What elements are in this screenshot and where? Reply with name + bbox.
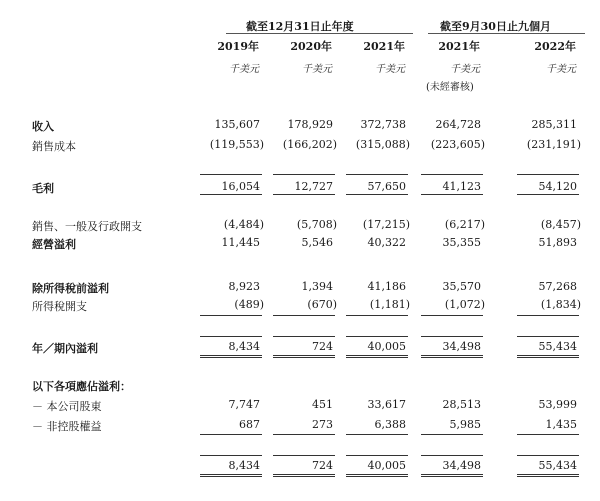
table-cell: (166,202) (282, 138, 337, 151)
rule-below-gross-profit (200, 194, 262, 195)
table-cell: (8,457) (540, 218, 581, 231)
table-cell: (5,708) (296, 218, 337, 231)
rule-above-gross-profit (346, 174, 408, 175)
table-cell: 34,498 (442, 459, 481, 472)
rule-above-gross-profit (517, 174, 579, 175)
rule-above-net-profit (421, 336, 483, 337)
row-label: 銷售成本 (32, 140, 76, 153)
table-cell: 451 (312, 398, 333, 411)
rule-above-gross-profit (421, 174, 483, 175)
table-cell: (315,088) (355, 138, 410, 151)
unit-label-5: 千美元 (546, 64, 576, 75)
table-cell: 135,607 (214, 118, 260, 131)
year-header-1: 2019年 (217, 40, 259, 53)
unit-label-1: 千美元 (229, 64, 259, 75)
rule-below-net-profit-2 (200, 357, 262, 358)
table-cell: 16,054 (221, 180, 260, 193)
table-cell: 8,434 (228, 340, 260, 353)
rule-below-tax (200, 315, 262, 316)
rule-below-nci (346, 434, 408, 435)
table-cell: 41,186 (367, 280, 406, 293)
rule-below-total-2 (421, 476, 483, 477)
table-cell: (670) (307, 298, 337, 311)
table-cell: (6,217) (444, 218, 485, 231)
table-cell: 57,268 (538, 280, 577, 293)
table-cell: 273 (312, 418, 333, 431)
rule-below-nci (517, 434, 579, 435)
rule-below-total-1 (346, 474, 408, 475)
rule-below-total-1 (517, 474, 579, 475)
table-cell: 57,650 (367, 180, 406, 193)
table-cell: 40,005 (367, 459, 406, 472)
table-cell: 55,434 (538, 459, 577, 472)
table-cell: (1,834) (540, 298, 581, 311)
table-cell: 6,388 (374, 418, 406, 431)
row-label: 所得稅開支 (32, 300, 87, 313)
header-group-nine-months: 截至9月30日止九個月 (440, 20, 551, 33)
table-cell: 8,434 (228, 459, 260, 472)
rule-below-net-profit-2 (421, 357, 483, 358)
rule-above-total (346, 455, 408, 456)
table-cell: 33,617 (367, 398, 406, 411)
rule-below-total-1 (273, 474, 335, 475)
rule-below-gross-profit (346, 194, 408, 195)
rule-above-total (200, 455, 262, 456)
table-cell: 11,445 (221, 236, 260, 249)
rule-below-net-profit-2 (517, 357, 579, 358)
table-cell: 7,747 (228, 398, 260, 411)
year-header-5: 2022年 (534, 40, 576, 53)
rule-below-total-2 (346, 476, 408, 477)
table-cell: 5,985 (449, 418, 481, 431)
table-cell: (119,553) (209, 138, 264, 151)
rule-above-net-profit (200, 336, 262, 337)
table-cell: 40,322 (367, 236, 406, 249)
table-cell: 28,513 (442, 398, 481, 411)
table-cell: (223,605) (430, 138, 485, 151)
table-cell: 34,498 (442, 340, 481, 353)
year-header-4: 2021年 (438, 40, 480, 53)
table-cell: 12,727 (294, 180, 333, 193)
rule-below-nci (421, 434, 483, 435)
year-header-3: 2021年 (363, 40, 405, 53)
table-cell: 285,311 (531, 118, 577, 131)
table-cell: 51,893 (538, 236, 577, 249)
rule-below-tax (517, 315, 579, 316)
header-group-fiscal-year: 截至12月31日止年度 (246, 20, 354, 33)
row-label: 經營溢利 (32, 238, 76, 251)
table-cell: 54,120 (538, 180, 577, 193)
year-header-2: 2020年 (290, 40, 332, 53)
unaudited-note: (未經審核) (426, 82, 474, 93)
unit-label-2: 千美元 (302, 64, 332, 75)
rule-below-total-2 (517, 476, 579, 477)
table-cell: 724 (312, 340, 333, 353)
row-label: 收入 (32, 120, 54, 133)
unit-label-3: 千美元 (375, 64, 405, 75)
table-cell: (17,215) (362, 218, 410, 231)
rule-below-tax (273, 315, 335, 316)
rule-below-total-2 (273, 476, 335, 477)
rule-above-net-profit (517, 336, 579, 337)
rule-below-net-profit-1 (517, 355, 579, 356)
table-cell: (1,072) (444, 298, 485, 311)
rule-above-total (273, 455, 335, 456)
table-cell: 35,570 (442, 280, 481, 293)
rule-below-tax (421, 315, 483, 316)
table-cell: 1,394 (301, 280, 333, 293)
row-label: － 非控股權益 (32, 420, 102, 433)
rule-above-total (421, 455, 483, 456)
rule-below-net-profit-2 (273, 357, 335, 358)
table-cell: 724 (312, 459, 333, 472)
rule-below-gross-profit (273, 194, 335, 195)
table-cell: (1,181) (369, 298, 410, 311)
rule-below-gross-profit (421, 194, 483, 195)
row-label: 銷售、一般及行政開支 (32, 220, 142, 233)
table-cell: (4,484) (223, 218, 264, 231)
rule-below-nci (200, 434, 262, 435)
table-cell: 55,434 (538, 340, 577, 353)
row-label: － 本公司股東 (32, 400, 102, 413)
rule-below-net-profit-1 (200, 355, 262, 356)
rule-below-net-profit-1 (421, 355, 483, 356)
rule-below-gross-profit (517, 194, 579, 195)
row-label: 除所得稅前溢利 (32, 282, 109, 295)
rule-below-total-1 (200, 474, 262, 475)
rule-above-gross-profit (273, 174, 335, 175)
rule-below-total-2 (200, 476, 262, 477)
rule-below-total-1 (421, 474, 483, 475)
table-cell: 178,929 (287, 118, 333, 131)
rule-below-tax (346, 315, 408, 316)
table-cell: 264,728 (435, 118, 481, 131)
table-cell: 372,738 (360, 118, 406, 131)
rule-above-net-profit (346, 336, 408, 337)
rule-below-nci (273, 434, 335, 435)
table-cell: 40,005 (367, 340, 406, 353)
table-cell: 5,546 (301, 236, 333, 249)
rule-above-total (517, 455, 579, 456)
header-rule-nine-months (428, 33, 585, 34)
table-cell: 41,123 (442, 180, 481, 193)
row-label: 年／期內溢利 (32, 342, 98, 355)
rule-above-gross-profit (200, 174, 262, 175)
table-cell: (231,191) (526, 138, 581, 151)
header-rule-fiscal (226, 33, 413, 34)
unit-label-4: 千美元 (450, 64, 480, 75)
table-cell: 687 (239, 418, 260, 431)
table-cell: 8,923 (228, 280, 260, 293)
table-cell: 35,355 (442, 236, 481, 249)
table-cell: 53,999 (538, 398, 577, 411)
rule-above-net-profit (273, 336, 335, 337)
rule-below-net-profit-1 (273, 355, 335, 356)
table-cell: (489) (234, 298, 264, 311)
rule-below-net-profit-2 (346, 357, 408, 358)
rule-below-net-profit-1 (346, 355, 408, 356)
row-label: 毛利 (32, 182, 54, 195)
row-label: 以下各項應佔溢利： (32, 380, 131, 393)
table-cell: 1,435 (545, 418, 577, 431)
